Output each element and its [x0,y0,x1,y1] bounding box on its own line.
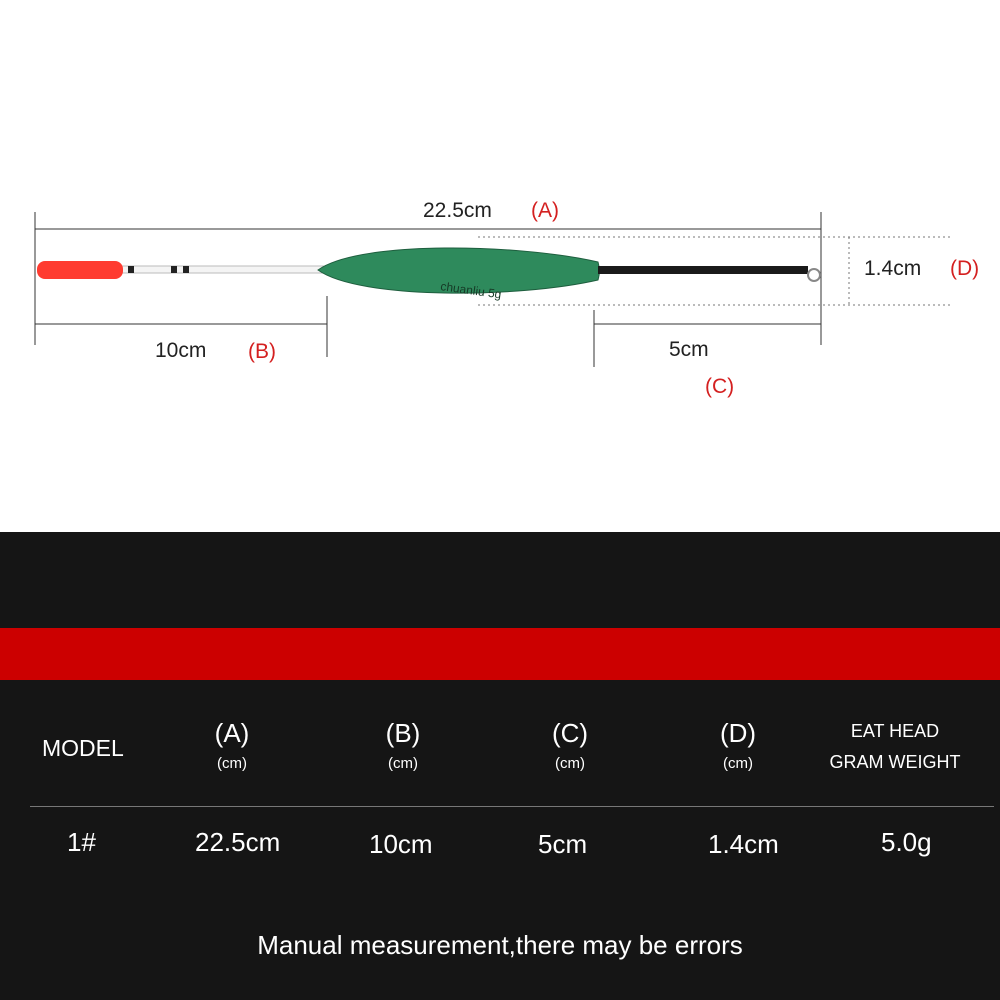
header-a: (A) (cm) [214,718,250,772]
cell-c: 5cm [538,829,588,859]
antenna-band [128,266,134,273]
dim-d-value: 1.4cm [864,257,922,280]
antenna-band [183,266,189,273]
cell-a: 22.5cm [195,827,281,857]
header-c: (C) (cm) [551,718,589,772]
table-divider [30,806,994,807]
header-d: (D) (cm) [719,718,757,772]
cell-b: 10cm [369,829,433,859]
header-b: (B) (cm) [385,718,421,772]
cell-model: 1# [67,827,96,857]
red-accent-band [0,628,1000,680]
dim-c-value: 5cm [669,338,709,361]
dim-b-tag: (B) [248,340,276,363]
stem-eyelet [808,269,820,281]
float-body-text: chuanliu 5g [439,279,503,302]
antenna-band [171,266,177,273]
cell-d: 1.4cm [708,829,779,859]
dim-a-tag: (A) [531,199,559,222]
dim-d-tag: (D) [950,257,980,280]
cell-weight: 5.0g [881,827,932,857]
float-antenna [120,266,330,273]
float-red-tip [37,261,123,279]
header-model: MODEL [42,735,124,761]
float-stem [598,266,808,274]
header-weight: EAT HEAD GRAM WEIGHT [829,721,961,772]
measurement-note: Manual measurement,there may be errors [257,930,743,960]
dim-c-tag: (C) [705,375,735,398]
dim-a-value: 22.5cm [423,199,492,222]
dim-b-value: 10cm [155,339,207,362]
